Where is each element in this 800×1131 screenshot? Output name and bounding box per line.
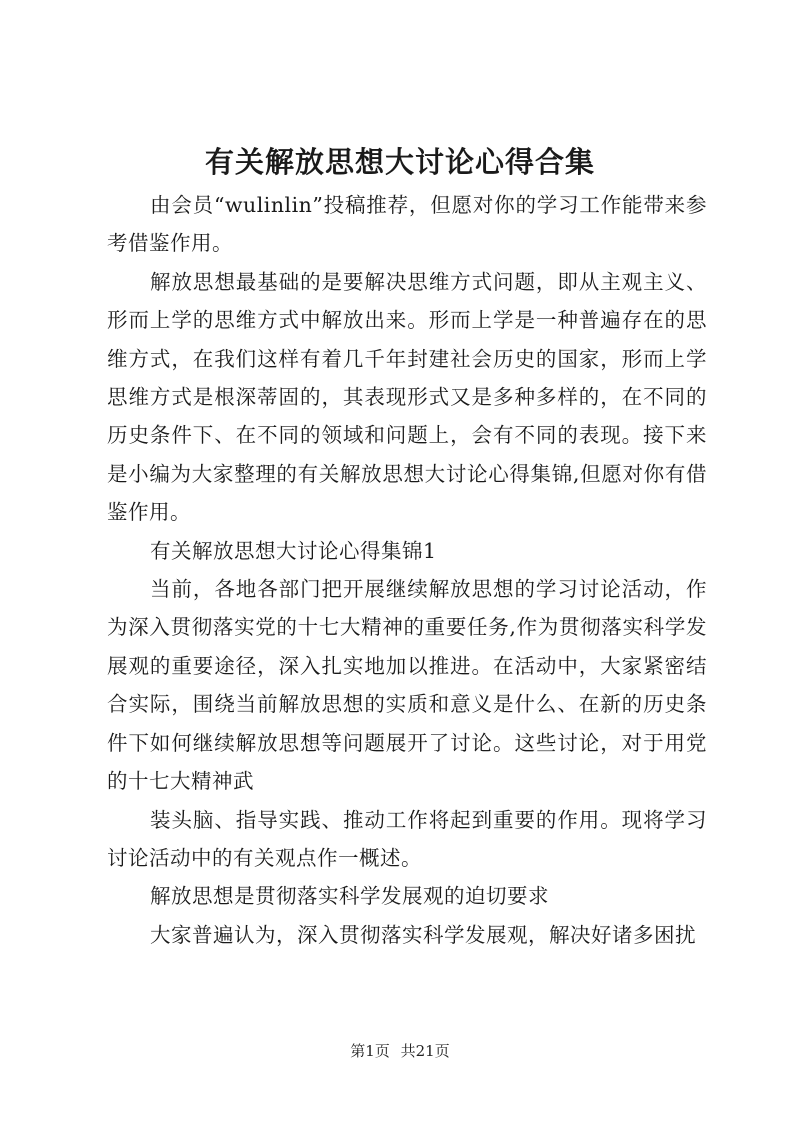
- section-subheading: 解放思想是贯彻落实科学发展观的迫切要求: [150, 884, 550, 909]
- page-number: 第1页: [350, 1042, 390, 1060]
- section-heading-1: 有关解放思想大讨论心得集锦1: [150, 538, 437, 563]
- paragraph-intro: 由会员“wulinlin”投稿推荐，但愿对你的学习工作能带来参考借鉴作用。: [107, 193, 707, 256]
- document-body: [107, 186, 707, 954]
- paragraph-current: 当前，各地各部门把开展继续解放思想的学习讨论活动，作为深入贯彻落实党的十七大精神的重要任务,作为贯彻落实科学发展观的重要途径，深入扎实地加以推进。在活动中，大家紧密结合实际，围绕当前解放思想的实质和意义是什么、在新的历史条件下如何继续解放思想等问题展开了讨论。这些讨论，对于用党的十七大精神武: [107, 577, 707, 794]
- paragraph-consensus: 大家普遍认为，深入贯彻落实科学发展观，解决好诸多困扰: [150, 922, 697, 947]
- page-footer: [0, 1040, 800, 1061]
- page-total: 共21页: [400, 1042, 450, 1060]
- paragraph-continuation: 装头脑、指导实践、推动工作将起到重要的作用。现将学习讨论活动中的有关观点作一概述。: [107, 807, 707, 870]
- document-title: 有关解放思想大讨论心得合集: [204, 145, 595, 179]
- paragraph-overview: 解放思想最基础的是要解决思维方式问题，即从主观主义、形而上学的思维方式中解放出来。形而上学是一种普遍存在的思维方式，在我们这样有着几千年封建社会历史的国家，形而上学思维方式是根深蒂固的，其表现形式又是多种多样的，在不同的历史条件下、在不同的领域和问题上，会有不同的表现。接下来是小编为大家整理的有关解放思想大讨论心得集锦,但愿对你有借鉴作用。: [107, 269, 707, 525]
